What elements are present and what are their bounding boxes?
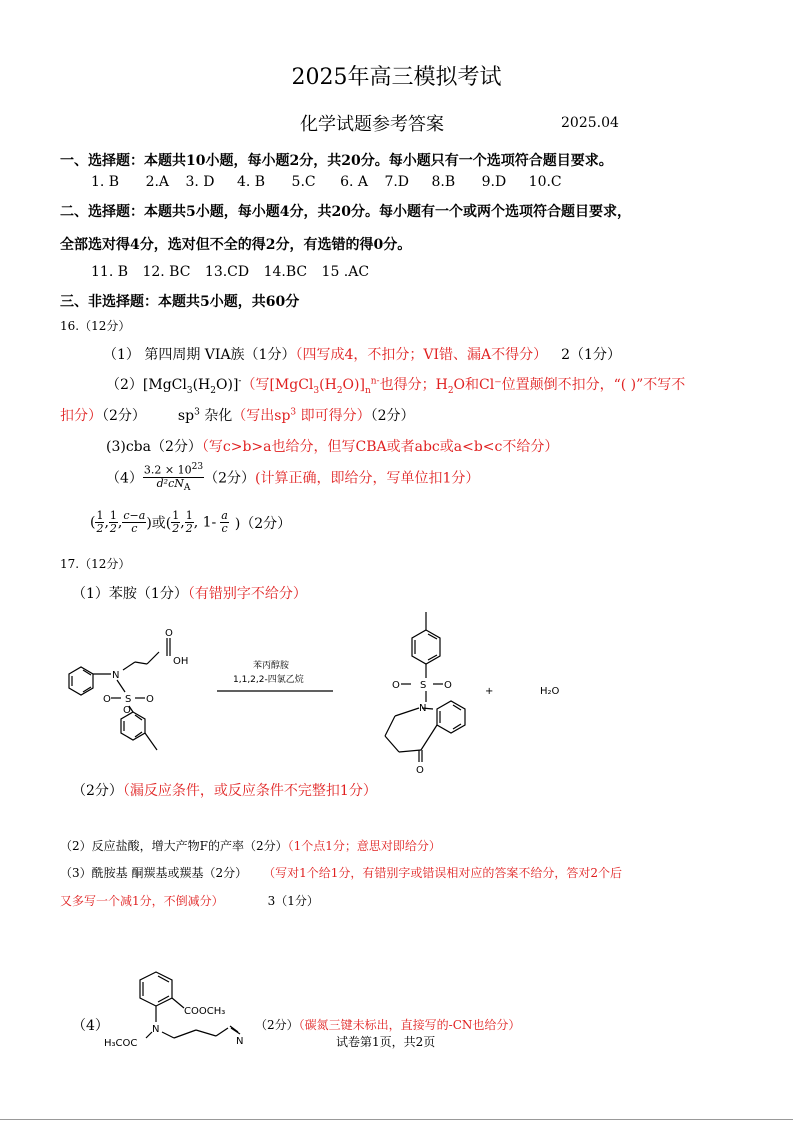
q16-p3-note: （写c>b>a也给分，但写CBA或者abc或a<b<c不给分）: [201, 439, 559, 455]
q16-label: 16.（12分）: [60, 319, 131, 333]
plus-sign: +: [485, 686, 494, 697]
q16-p2-hyb: 杂化: [199, 408, 233, 424]
page-title: 2025年高三模拟考试: [291, 65, 502, 90]
reaction-condition-2: 1,1,2,2-四氯乙烷: [233, 675, 304, 685]
q17-p4-structure: [100, 968, 260, 1050]
q16-p2-hyb-note: [232, 408, 370, 424]
section1-heading: 一、选择题：本题共10小题，每小题2分，共20分。每小题只有一个选项符合题目要求。: [60, 153, 613, 169]
frac-den: 2: [96, 522, 104, 535]
water-label: H₂O: [540, 686, 560, 697]
q17-part3-line1: [60, 864, 622, 881]
section2-heading-2: 全部选对得4分，选对但不全的得2分，有选错的得0分。: [60, 237, 412, 253]
q16-part2-line1: [106, 374, 685, 396]
reactant-o-label: O: [103, 694, 111, 705]
q16-part2-line2: [60, 405, 415, 425]
note-text: O和Cl: [453, 377, 495, 393]
q16-p2-note: [241, 376, 686, 396]
q17-p1b-note: （漏反应条件，或反应条件不完整扣1分）: [122, 783, 377, 799]
coord-text: 1-: [202, 514, 217, 531]
q16-p2-prefix: （2）[MgCl: [106, 377, 187, 393]
q16-p2-hyb-score: （2分）: [370, 408, 415, 424]
q17-p1-note: （有错别字不给分）: [187, 586, 307, 602]
benzene-ring: [140, 972, 172, 1006]
coord-frac: [109, 510, 118, 535]
q17-p1b-score: （2分）: [72, 783, 123, 799]
page-footer: 试卷第1页，共2页: [336, 1035, 436, 1049]
frac-den: d²cN: [156, 476, 184, 490]
answer-item: 13.CD: [204, 264, 250, 280]
answer-item: 7.D: [384, 174, 410, 190]
exam-date: 2025.04: [561, 115, 619, 131]
section2-heading-1: 二、选择题：本题共5小题，每小题4分，共20分。每小题有一个或两个选项符合题目要求，: [60, 204, 631, 220]
coord-frac: [171, 510, 180, 535]
product-ketone-o-label: O: [416, 765, 424, 776]
q17-p4-label: （4）: [72, 1018, 109, 1034]
frac-num: a: [221, 509, 228, 522]
answer-item: 10.C: [528, 174, 562, 190]
nitrile-n-label: N: [236, 1036, 244, 1047]
aldehyde-o-label: O: [165, 628, 173, 639]
answer-item: 6. A: [340, 174, 368, 190]
frac-num: c−a: [123, 509, 146, 522]
coord-frac: [122, 510, 146, 535]
note-sub: n: [364, 385, 371, 396]
answer-item: 4. B: [236, 174, 266, 190]
section2-answers: [91, 264, 369, 280]
q17-p1-text: （1）苯胺（1分）: [72, 586, 188, 602]
q17-part1: [72, 583, 307, 603]
amine-n-label: N: [152, 1024, 160, 1035]
answer-item: 15 .AC: [321, 264, 370, 280]
frac-sub: A: [183, 482, 191, 493]
q17-p3-text: （3）酰胺基 酮羰基或羰基（2分）: [60, 866, 248, 880]
q16-p2-note-cont: 扣分）: [60, 408, 102, 424]
frac-den: 2: [109, 522, 117, 535]
q16-part1: [103, 344, 621, 364]
q17-p3-note: （写对1个给1分，有错别字或错误相对应的答案不给分，答对2个后: [263, 866, 623, 880]
answer-item: 12. BC: [142, 264, 191, 280]
q16-part4: [106, 461, 479, 494]
q16-p4-score: （2分）: [204, 470, 255, 487]
q16-part5: ( $\frac{1}{2}$ , $\frac{1}{2}$ , $\frac{c-a}{c}$ )或( $\frac{1}{2}$ , $\frac{1}{2}$ , 1- $\frac{a}{c}$ )（2分）: [90, 509, 292, 535]
frac-den: c: [131, 522, 138, 535]
bottom-divider: [0, 1119, 793, 1120]
q17-part3-line2: [60, 892, 319, 909]
frac-num: 1: [172, 509, 180, 522]
q16-p2-sub: 2: [210, 385, 216, 396]
note-sub: 3: [313, 385, 320, 396]
q16-p2-score: （2分）: [102, 408, 146, 424]
reactant-n-label: N: [112, 670, 120, 681]
q17-p2-note: （1个点1分；意思对即给分）: [287, 839, 441, 853]
q16-p2-sp-sup: 3: [194, 407, 200, 418]
q16-p1-text: （1） 第四周期 VIA族（1分）: [103, 347, 296, 363]
product-o-label: O: [392, 680, 400, 691]
frac-den: 2: [185, 522, 193, 535]
coord-text: )或(: [146, 515, 172, 532]
q16-p4-label: （4）: [106, 470, 143, 487]
answer-item: 8.B: [431, 174, 456, 190]
q17-part4: [255, 1016, 520, 1033]
product-s-label: S: [420, 680, 427, 691]
q17-label: 17.（12分）: [60, 557, 131, 571]
q17-p4-score: （2分）: [255, 1018, 299, 1032]
note-text: O)]: [342, 377, 365, 393]
frac-num: 1: [109, 509, 117, 522]
answer-item: 9.D: [481, 174, 507, 190]
frac-num: 3.2 × 10: [143, 463, 192, 477]
reaction-scheme: [55, 612, 615, 777]
q16-p3-text: (3)cba（2分）: [106, 439, 202, 455]
product-o-label-2: O: [444, 680, 452, 691]
section1-answers: [91, 174, 562, 190]
acetyl-label: H₃COC: [104, 1038, 138, 1049]
q16-p2-text: O)]: [216, 377, 239, 393]
reactant-o-label-3: O: [123, 705, 131, 716]
note-text: (H: [319, 377, 337, 393]
answer-item: 3. D: [185, 174, 215, 190]
q17-p3-tail: 3（1分）: [267, 894, 319, 908]
frac-den: 2: [172, 522, 180, 535]
coord-text: (: [90, 514, 96, 531]
q17-p2-text: （2）反应盐酸，增大产物F的产率（2分）: [60, 839, 288, 853]
q16-p2-sub: 3: [186, 385, 193, 396]
note-sub: 2: [447, 385, 454, 396]
product-n-label: N: [419, 703, 427, 714]
product-benzo-ring: [437, 701, 465, 733]
coord-frac: [220, 510, 229, 535]
q17-p4-note: （碳氮三键未标出，直接写的-CN也给分）: [298, 1018, 521, 1032]
q17-part1b: [72, 780, 377, 800]
answer-item: 5.C: [291, 174, 316, 190]
section3-heading: 三、非选择题：本题共5小题，共60分: [60, 294, 300, 310]
q16-part3: [106, 436, 558, 456]
q17-p3-note-cont: 又多写一个减1分，不倒减分）: [60, 894, 224, 908]
product-tolyl-ring: [412, 630, 440, 664]
q16-p2-text: (H: [192, 377, 211, 393]
q16-p4-fraction: [143, 461, 204, 494]
page-subtitle: 化学试题参考答案: [300, 114, 444, 135]
aldehyde-oh-label: OH: [173, 656, 189, 667]
answer-item: 1. B: [91, 174, 120, 190]
reaction-condition-1: 苯丙醇胺: [253, 661, 290, 671]
q16-p2-sp: sp: [177, 408, 195, 424]
q16-p1-note: （四写成4，不扣分；VI错、漏A不得分）: [295, 347, 548, 363]
ester-label: COOCH₃: [184, 1006, 226, 1017]
frac-den: c: [221, 522, 228, 535]
reactant-o-label-2: O: [146, 694, 154, 705]
frac-num: 1: [96, 509, 104, 522]
frac-sup: 23: [191, 462, 204, 472]
reactant-s-label: S: [125, 694, 132, 705]
coord-frac: [185, 510, 194, 535]
note-text: （写出sp: [232, 408, 291, 424]
note-text: ⁻位置颠倒不扣分，“( )”不写不: [494, 377, 686, 393]
note-text: （写[MgCl: [241, 377, 314, 393]
note-text: 即可得分）: [296, 408, 371, 424]
q17-part2: [60, 837, 441, 854]
q16-p4-note: (计算正确，即给分，写单位扣1分）: [255, 470, 480, 487]
answer-item: 2.A: [145, 174, 170, 190]
note-sub: 2: [336, 385, 343, 396]
q16-p1-tail: 2（1分）: [561, 347, 621, 363]
answer-item: 11. B: [91, 264, 129, 280]
q16-p2-sup: -: [238, 376, 242, 387]
coord-text: )（2分）: [234, 515, 292, 532]
note-text: 也得分；H: [379, 377, 448, 393]
frac-num: 1: [185, 509, 193, 522]
note-sup: n-: [370, 376, 380, 387]
answer-item: 14.BC: [263, 264, 308, 280]
note-sup: 3: [290, 407, 297, 418]
